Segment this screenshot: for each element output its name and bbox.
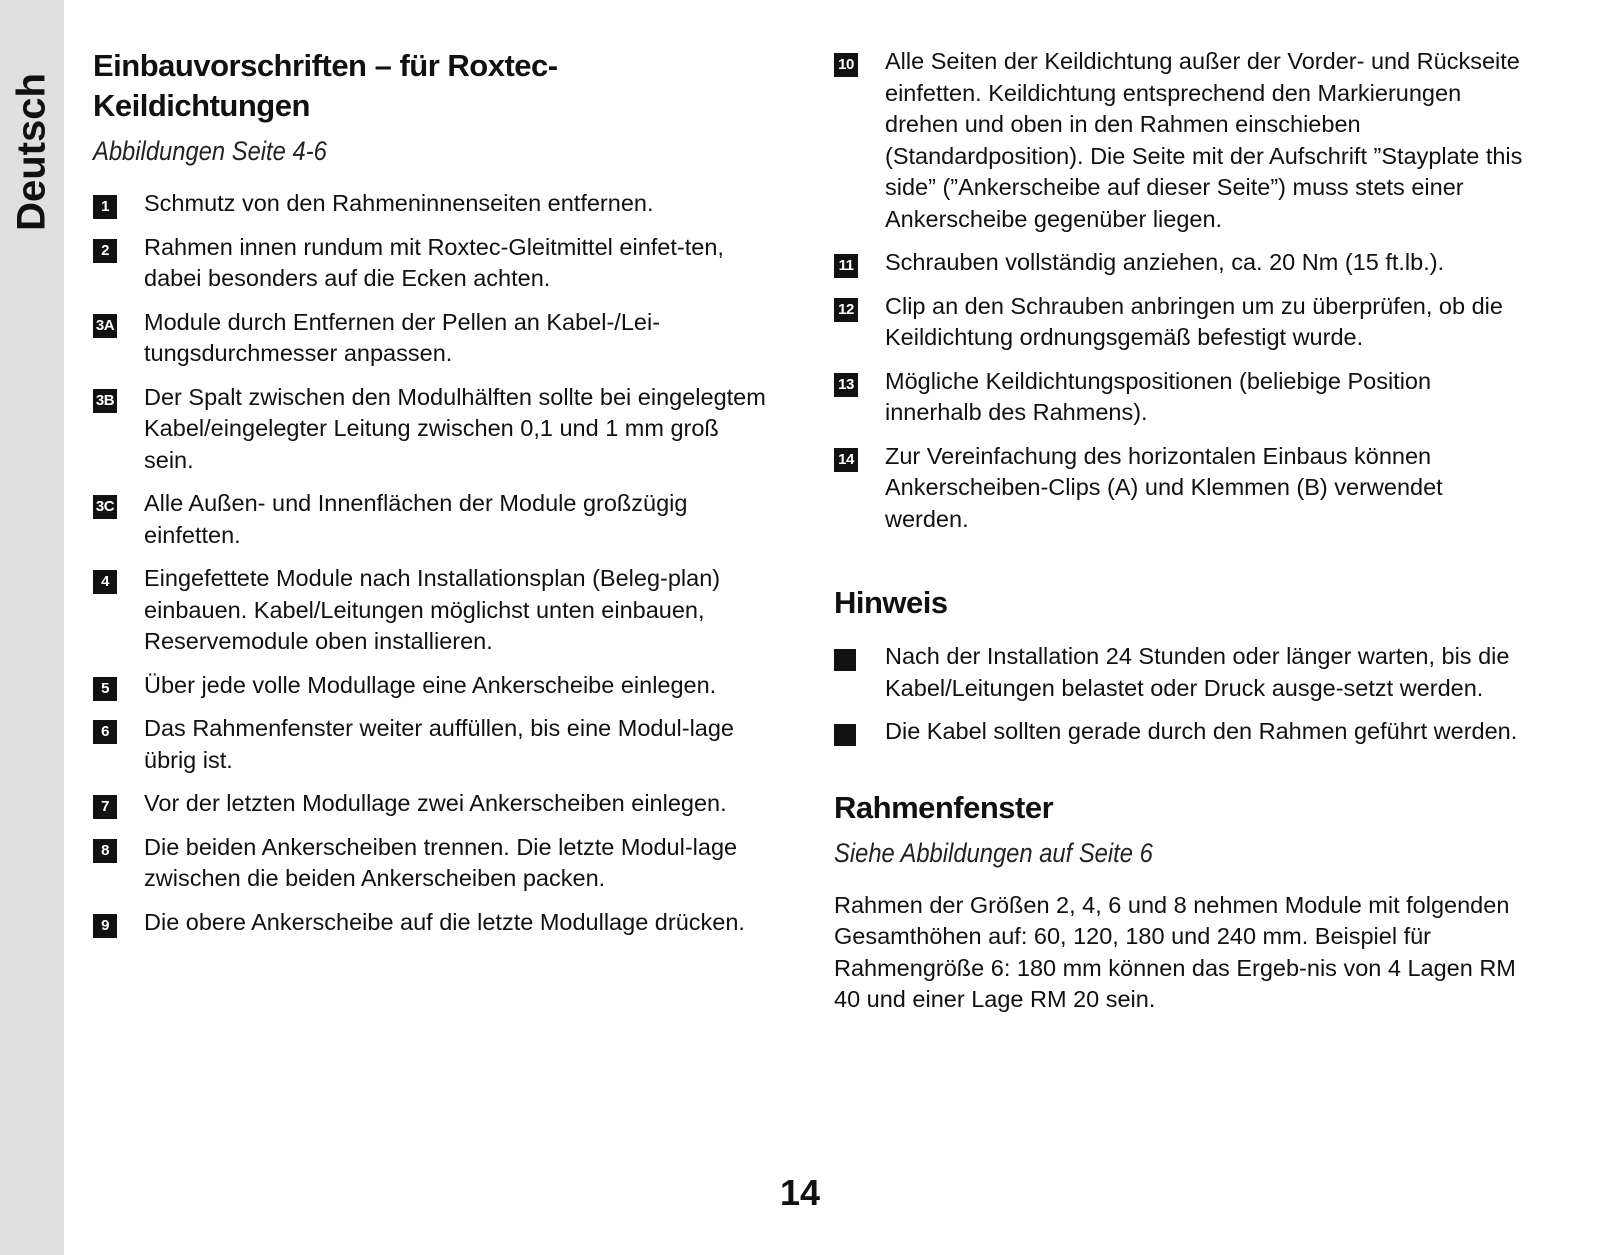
bullet-square-icon	[834, 649, 856, 671]
step-number-badge: 14	[834, 448, 858, 472]
step-item	[93, 563, 773, 658]
step-item	[93, 382, 773, 477]
step-text: Eingefettete Module nach Installationsplan (Beleg-plan) einbauen. Kabel/Leitungen möglichst unten einbauen, Reservemodule oben installieren.	[144, 565, 721, 654]
installation-subheading: Abbildungen Seite 4-6	[93, 136, 327, 166]
step-item	[834, 441, 1524, 536]
right-column	[834, 46, 1524, 1016]
step-text: Über jede volle Modullage eine Ankerscheibe einlegen.	[144, 671, 717, 698]
installation-heading: Einbauvorschriften – für Roxtec-Keildichtungen	[93, 48, 558, 123]
step-item	[93, 670, 773, 702]
step-text: Mögliche Keildichtungspositionen (beliebige Position innerhalb des Rahmens).	[885, 367, 1432, 425]
note-text: Nach der Installation 24 Stunden oder länger warten, bis die Kabel/Leitungen belastet oder Druck ausge-setzt werden.	[885, 643, 1510, 701]
step-number-badge: 9	[93, 914, 117, 938]
hinweis-list	[834, 641, 1524, 748]
hinweis-heading: Hinweis	[834, 585, 948, 620]
step-item	[93, 232, 773, 295]
step-text: Alle Seiten der Keildichtung außer der Vorder- und Rückseite einfetten. Keildichtung entsprechend den Markierungen drehen und oben in den Rahmen einschieben (Standardposition). Die Seite mit der Aufschrift ”Stayplate this side” (”Ankerscheibe auf dieser Seite”) muss stets einer Ankerscheibe gegenüber liegen.	[885, 48, 1523, 232]
step-item	[93, 307, 773, 370]
step-item	[93, 907, 773, 939]
language-label: Deutsch	[9, 73, 54, 231]
installation-steps-right	[834, 46, 1524, 535]
step-text: Die beiden Ankerscheiben trennen. Die letzte Modul-lage zwischen die beiden Ankerscheiben packen.	[144, 833, 738, 891]
note-item	[834, 641, 1524, 704]
step-item	[834, 247, 1524, 279]
step-number-badge: 4	[93, 570, 117, 594]
left-column	[93, 46, 773, 950]
step-number-badge: 3C	[93, 495, 117, 519]
step-number-badge: 5	[93, 677, 117, 701]
step-number-badge: 6	[93, 720, 117, 744]
step-text: Vor der letzten Modullage zwei Ankerscheiben einlegen.	[144, 790, 727, 816]
step-text: Schmutz von den Rahmeninnenseiten entfernen.	[144, 190, 654, 216]
step-number-badge: 13	[834, 373, 858, 397]
step-text: Der Spalt zwischen den Modulhälften sollte bei eingelegtem Kabel/eingelegter Leitung zwischen 0,1 und 1 mm groß sein.	[144, 383, 766, 473]
step-text: Module durch Entfernen der Pellen an Kabel-/Lei-tungsdurchmesser anpassen.	[144, 308, 661, 366]
step-item	[93, 832, 773, 895]
step-number-badge: 3B	[93, 389, 117, 413]
page-number: 14	[779, 1172, 821, 1213]
step-number-badge: 12	[834, 298, 858, 322]
step-item	[834, 46, 1524, 235]
language-side-tab	[0, 0, 64, 1255]
bullet-square-icon	[834, 724, 856, 746]
step-item	[834, 291, 1524, 354]
step-item	[93, 488, 773, 551]
step-item	[93, 188, 773, 220]
step-number-badge: 7	[93, 795, 117, 819]
step-number-badge: 1	[93, 195, 117, 219]
step-text: Die obere Ankerscheibe auf die letzte Modullage drücken.	[144, 908, 745, 935]
rahmenfenster-heading: Rahmenfenster	[834, 789, 1054, 825]
note-item	[834, 716, 1524, 748]
step-number-badge: 8	[93, 839, 117, 863]
step-item	[834, 366, 1524, 429]
installation-steps-left	[93, 188, 773, 938]
step-text: Clip an den Schrauben anbringen um zu überprüfen, ob die Keildichtung ordnungsgemäß befestigt wurde.	[885, 292, 1503, 350]
step-number-badge: 3A	[93, 314, 117, 338]
step-item	[93, 788, 773, 820]
step-number-badge: 10	[834, 53, 858, 77]
step-text: Schrauben vollständig anziehen, ca. 20 Nm (15 ft.lb.).	[885, 249, 1445, 275]
step-text: Rahmen innen rundum mit Roxtec-Gleitmittel einfet-ten, dabei besonders auf die Ecken achten.	[144, 233, 724, 291]
step-text: Alle Außen- und Innenflächen der Module großzügig einfetten.	[144, 490, 688, 548]
step-number-badge: 11	[834, 254, 858, 278]
rahmenfenster-body: Rahmen der Größen 2, 4, 6 und 8 nehmen Module mit folgenden Gesamthöhen auf: 60, 120, 180 und 240 mm. Beispiel für Rahmengröße 6: 180 mm können das Ergeb-nis von 4 Lagen RM 40 und einer Lage RM 20 sein.	[834, 891, 1516, 1012]
step-number-badge: 2	[93, 239, 117, 263]
rahmenfenster-subheading: Siehe Abbildungen auf Seite 6	[834, 837, 1153, 868]
step-item	[93, 713, 773, 776]
step-text: Zur Vereinfachung des horizontalen Einbaus können Ankerscheiben-Clips (A) und Klemmen (B) verwendet werden.	[885, 442, 1443, 532]
note-text: Die Kabel sollten gerade durch den Rahmen geführt werden.	[885, 718, 1518, 744]
step-text: Das Rahmenfenster weiter auffüllen, bis eine Modul-lage übrig ist.	[144, 715, 735, 773]
